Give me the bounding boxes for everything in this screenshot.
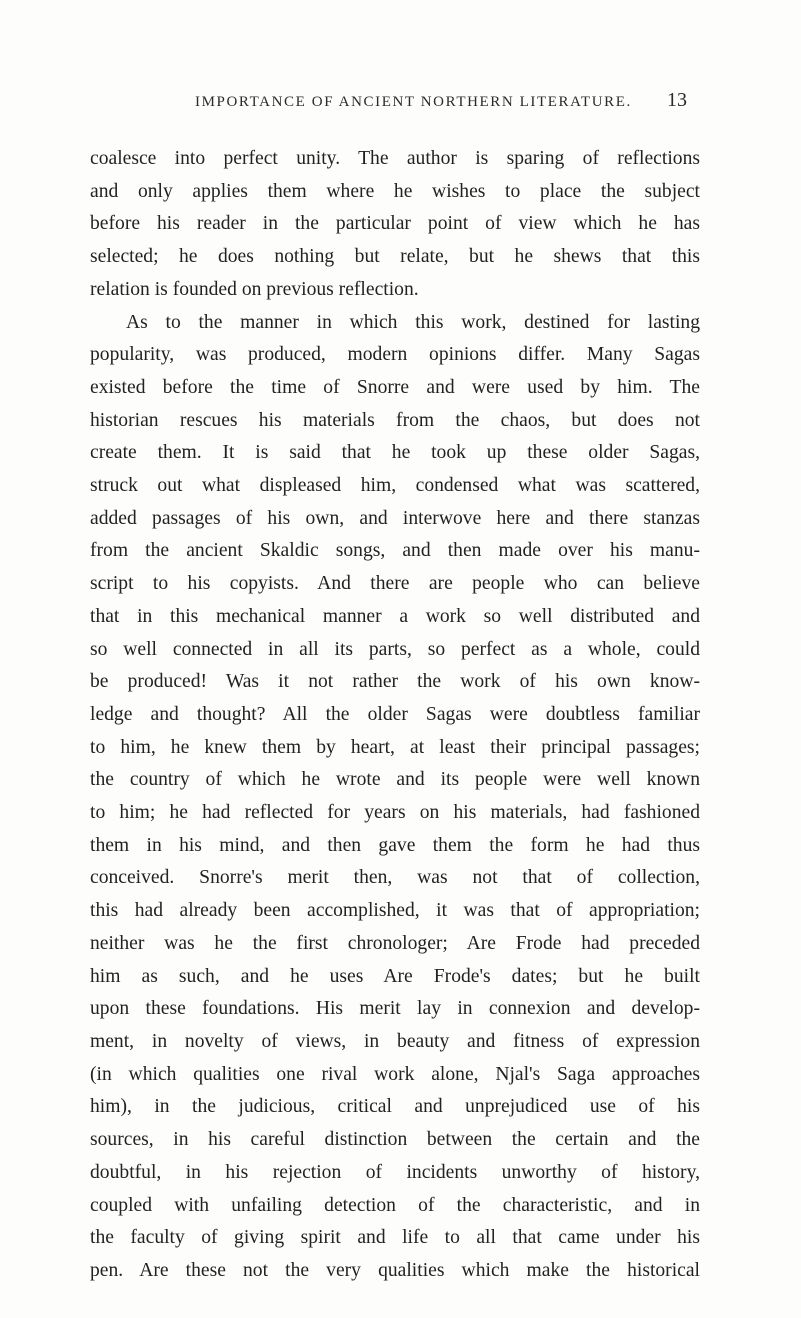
text-line: be produced! Was it not rather the work of his own know- xyxy=(90,671,700,693)
text-line: As to the manner in which this work, destined for lasting xyxy=(126,311,700,333)
text-line: ledge and thought? All the older Sagas were doubtless familiar xyxy=(90,703,700,725)
text-line: ment, in novelty of views, in beauty and fitness of expression xyxy=(90,1030,700,1052)
text-line: from the ancient Skaldic songs, and then made over his manu- xyxy=(90,540,700,562)
text-line: (in which qualities one rival work alone, Njal's Saga approaches xyxy=(90,1063,700,1085)
text-line: him as such, and he uses Are Frode's dates; but he built xyxy=(90,965,700,987)
text-line: him), in the judicious, critical and unprejudiced use of his xyxy=(90,1096,700,1118)
text-line: create them. It is said that he took up these older Sagas, xyxy=(90,442,700,464)
text-line: historian rescues his materials from the chaos, but does not xyxy=(90,409,700,431)
text-line: sources, in his careful distinction between the certain and the xyxy=(90,1129,700,1151)
text-line: doubtful, in his rejection of incidents unworthy of history, xyxy=(90,1161,700,1183)
text-line: popularity, was produced, modern opinions differ. Many Sagas xyxy=(90,344,700,366)
text-line: pen. Are these not the very qualities which make the historical xyxy=(90,1259,700,1281)
text-line: this had already been accomplished, it was that of appropriation; xyxy=(90,900,700,922)
text-line: the country of which he wrote and its people were well known xyxy=(90,769,700,791)
text-line: neither was he the first chronologer; Are Frode had preceded xyxy=(90,932,700,954)
text-line: to him, he knew them by heart, at least their principal passages; xyxy=(90,736,700,758)
text-line: so well connected in all its parts, so perfect as a whole, could xyxy=(90,638,700,660)
text-line: the faculty of giving spirit and life to all that came under his xyxy=(90,1227,700,1249)
text-line: and only applies them where he wishes to place the subject xyxy=(90,180,700,202)
text-line: coupled with unfailing detection of the characteristic, and in xyxy=(90,1194,700,1216)
text-line: that in this mechanical manner a work so well distributed and xyxy=(90,605,700,627)
text-line: before his reader in the particular point of view which he has xyxy=(90,213,700,235)
text-line: them in his mind, and then gave them the form he had thus xyxy=(90,834,700,856)
text-line: script to his copyists. And there are people who can believe xyxy=(90,573,700,595)
text-line: selected; he does nothing but relate, but he shews that this xyxy=(90,246,700,268)
text-line: coalesce into perfect unity. The author is sparing of reflections xyxy=(90,148,700,169)
text-line: to him; he had reflected for years on his materials, had fashioned xyxy=(90,802,700,824)
text-line: conceived. Snorre's merit then, was not that of collection, xyxy=(90,867,700,889)
text-line: struck out what displeased him, condensed what was scattered, xyxy=(90,475,700,497)
text-line: added passages of his own, and interwove here and there stanzas xyxy=(90,507,700,529)
text-line: relation is founded on previous reflection. xyxy=(90,278,419,300)
running-head: IMPORTANCE OF ANCIENT NORTHERN LITERATURE. xyxy=(195,94,632,110)
text-line: upon these foundations. His merit lay in connexion and develop- xyxy=(90,998,700,1020)
text-line: existed before the time of Snorre and were used by him. The xyxy=(90,376,700,398)
page-number: 13 xyxy=(667,89,687,111)
body-text xyxy=(90,143,700,1288)
